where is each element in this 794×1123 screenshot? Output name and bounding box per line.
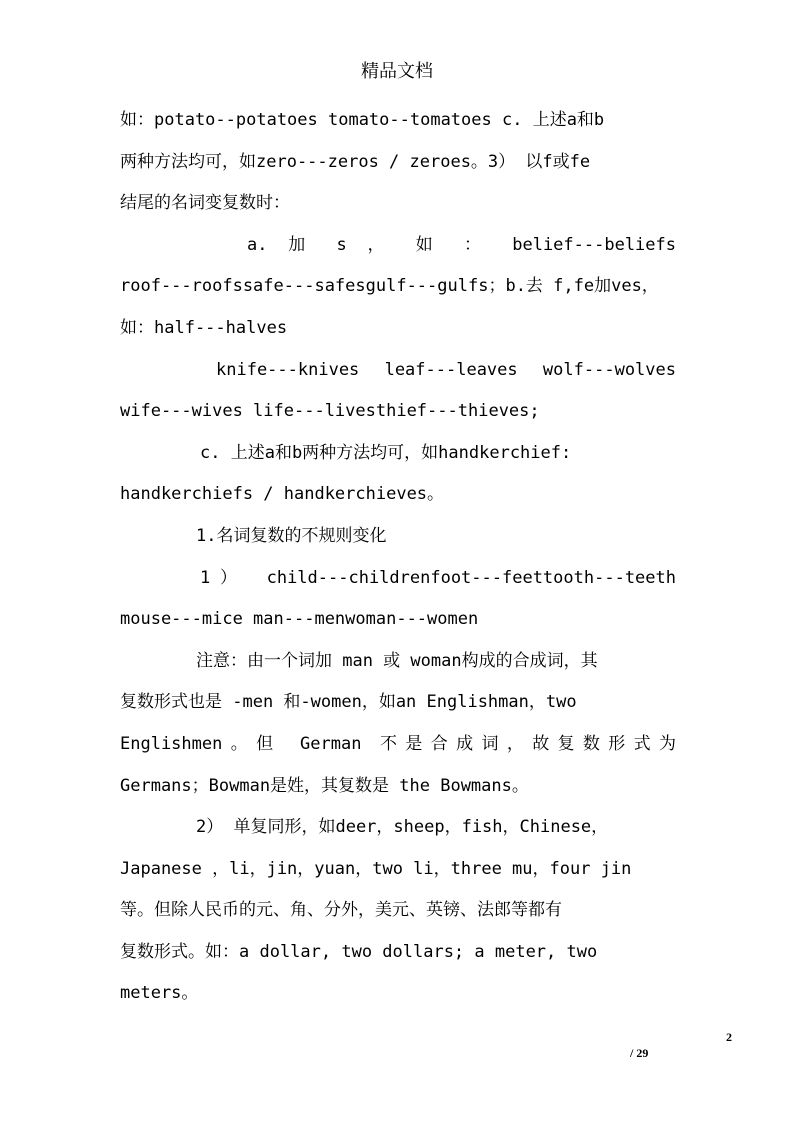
text-line: 2） 单复同形，如deer，sheep，fish，Chinese，	[196, 817, 609, 838]
text-line: Japanese ，li，jin，yuan，two li，three mu，four jin	[120, 858, 632, 879]
text-line: 如：potato--potatoes tomato--tomatoes c. 上述a和b	[120, 110, 605, 130]
text-line: 如：half---halves	[120, 317, 288, 338]
text-line: roof---roofssafe---safesgulf---gulfs；b.去 f,fe加ves，	[120, 276, 659, 297]
text-line: mouse---mice man---menwoman---women	[120, 609, 479, 630]
text-line: 注意：由一个词加 man 或 woman构成的合成词，其	[196, 650, 598, 671]
section-heading: 1.名词复数的不规则变化	[196, 525, 387, 546]
text-line: a. 加 s ， 如 ： belief---beliefs	[247, 234, 676, 255]
text-line: Germans；Bowman是姓，其复数是 the Bowmans。	[120, 775, 529, 796]
text-line: knife---knives leaf---leaves wolf---wolves	[216, 359, 676, 380]
text-line: 复数形式。如：a dollar, two dollars; a meter, two	[120, 941, 598, 962]
text-line: wife---wives life---livesthief---thieves;	[120, 401, 540, 422]
text-line: handkerchiefs / handkerchieves。	[120, 484, 445, 505]
text-line: 结尾的名词变复数时：	[120, 193, 290, 214]
page-total: / 29	[630, 1046, 649, 1060]
text-line: Englishmen。但 German 不是合成词，故复数形式为	[120, 733, 676, 754]
text-line: c. 上述a和b两种方法均可，如handkerchief:	[200, 442, 572, 463]
text-line: 等。但除人民币的元、角、分外，美元、英镑、法郎等都有	[120, 900, 562, 921]
text-line: meters。	[120, 983, 199, 1004]
text-line: 两种方法均可，如zero---zeros / zeroes。3） 以f或fe	[120, 151, 591, 172]
page-header-title: 精品文档	[361, 61, 433, 82]
text-line: 1） child---childrenfoot---feettooth---teeth	[200, 567, 676, 588]
text-line: 复数形式也是 -men 和-women，如an Englishman，two	[120, 692, 577, 713]
document-body	[120, 100, 676, 1015]
page-number: 2	[726, 1030, 732, 1044]
